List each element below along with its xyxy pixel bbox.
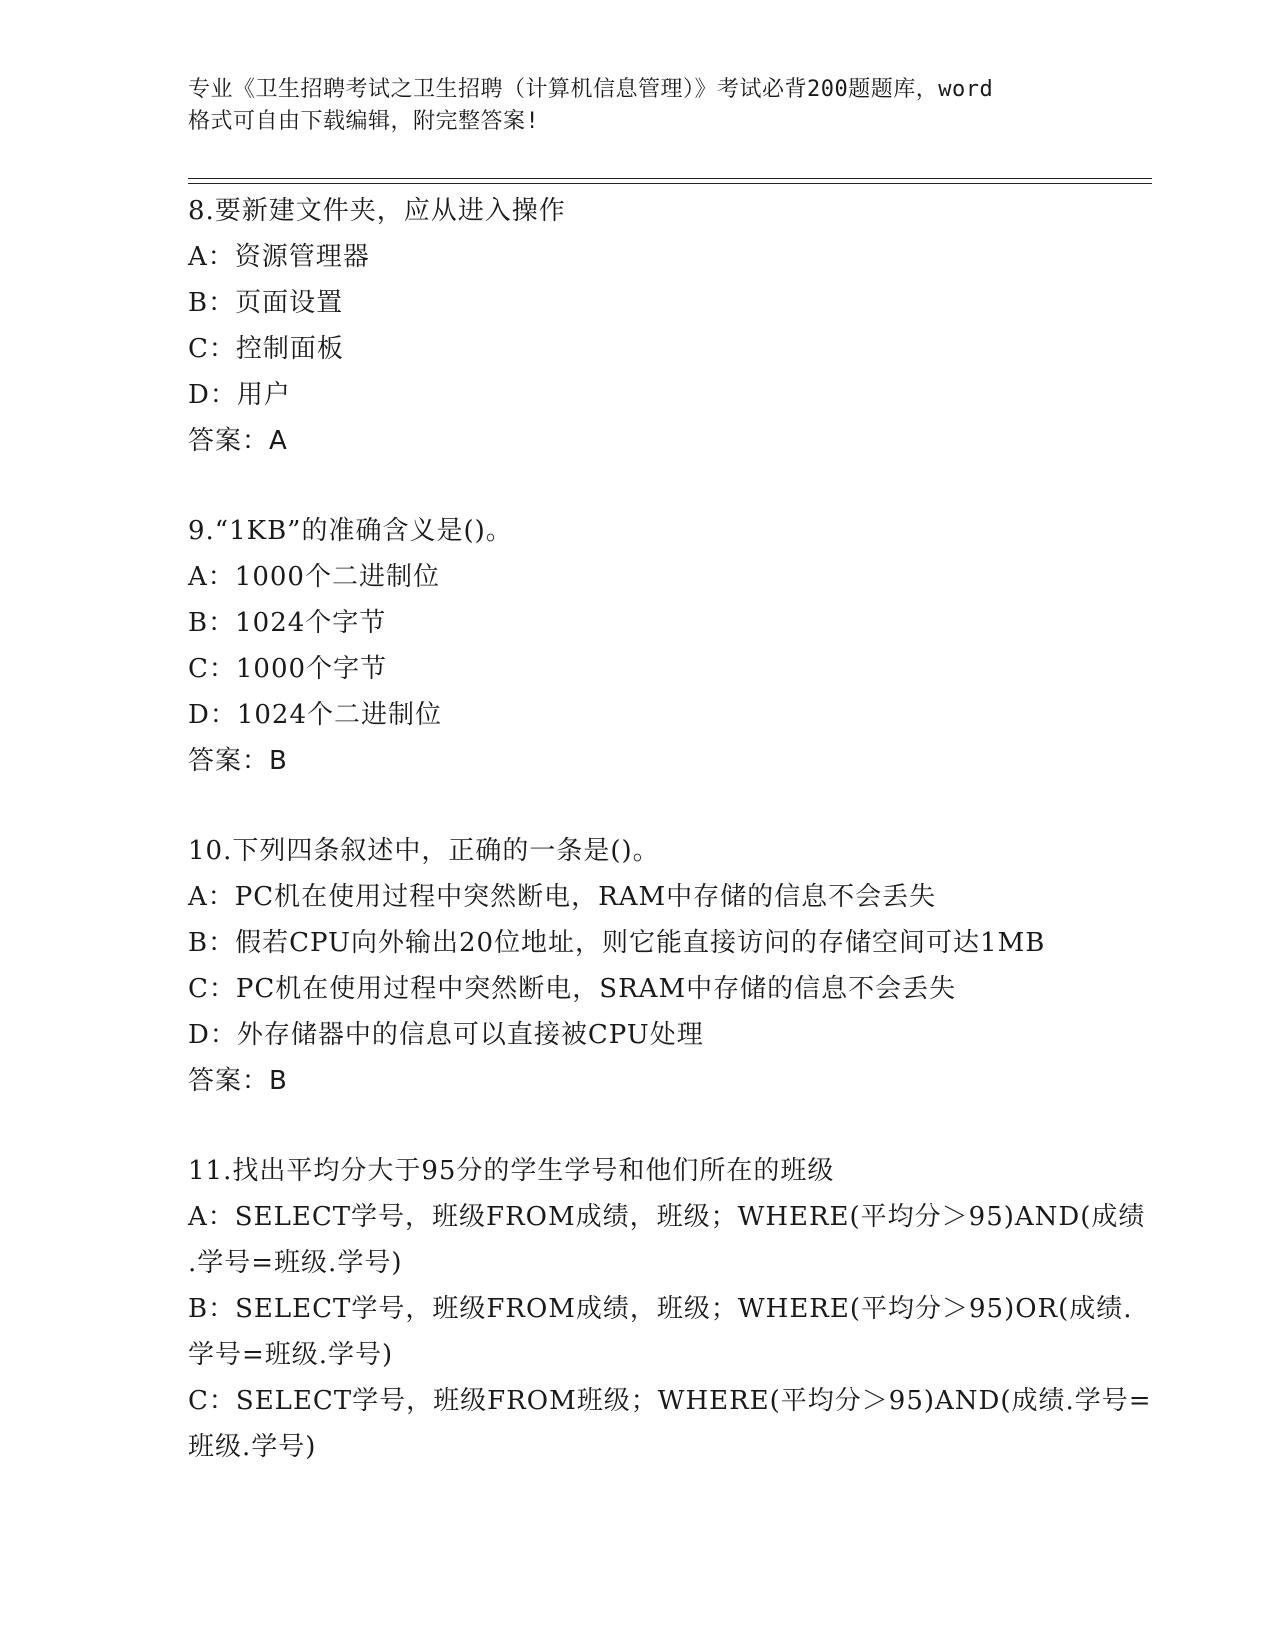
header-divider-top (188, 178, 1152, 179)
question-10 (188, 828, 1088, 1104)
answer-line: 答案：B (188, 746, 288, 776)
option-c: C：1000个字节 (188, 654, 388, 684)
header-divider-bottom (188, 183, 1152, 184)
option-a: A：资源管理器 (188, 242, 370, 272)
question-stem: 11.找出平均分大于95分的学生学号和他们所在的班级 (188, 1156, 835, 1186)
question-9 (188, 508, 1088, 784)
option-b-line-1: B：SELECT学号，班级FROM成绩，班级；WHERE(平均分＞95)OR(成绩. (188, 1294, 1133, 1324)
option-c-line-1: C：SELECT学号，班级FROM班级；WHERE(平均分＞95)AND(成绩.学号= (188, 1386, 1152, 1416)
question-stem: 10.下列四条叙述中，正确的一条是()。 (188, 836, 660, 866)
option-b: B：1024个字节 (188, 608, 387, 638)
question-8 (188, 188, 1088, 464)
option-b-line-2: 学号=班级.学号) (188, 1340, 394, 1370)
option-d: D：用户 (188, 380, 291, 410)
option-b: B：假若CPU向外输出20位地址，则它能直接访问的存储空间可达1MB (188, 928, 1046, 958)
document-header (188, 74, 1088, 138)
question-stem: 8.要新建文件夹，应从进入操作 (188, 196, 566, 226)
answer-line: 答案：A (188, 426, 288, 456)
option-a-line-1: A：SELECT学号，班级FROM成绩，班级；WHERE(平均分＞95)AND(成绩 (188, 1202, 1146, 1232)
question-stem: 9.“1KB”的准确含义是()。 (188, 516, 513, 546)
header-title-line-1: 专业《卫生招聘考试之卫生招聘（计算机信息管理）》考试必背200题题库，word (188, 77, 994, 102)
option-b: B：页面设置 (188, 288, 344, 318)
option-c-line-2: 班级.学号) (188, 1432, 317, 1462)
question-list (188, 188, 1152, 1514)
option-d: D：1024个二进制位 (188, 700, 443, 730)
answer-line: 答案：B (188, 1066, 288, 1096)
option-c: C：PC机在使用过程中突然断电，SRAM中存储的信息不会丢失 (188, 974, 957, 1004)
header-title-line-2: 格式可自由下载编辑，附完整答案! (188, 109, 540, 134)
option-c: C：控制面板 (188, 334, 344, 364)
option-a: A：PC机在使用过程中突然断电，RAM中存储的信息不会丢失 (188, 882, 937, 912)
option-d: D：外存储器中的信息可以直接被CPU处理 (188, 1020, 704, 1050)
question-11 (188, 1148, 1152, 1470)
option-a: A：1000个二进制位 (188, 562, 440, 592)
option-a-line-2: .学号=班级.学号) (188, 1248, 403, 1278)
